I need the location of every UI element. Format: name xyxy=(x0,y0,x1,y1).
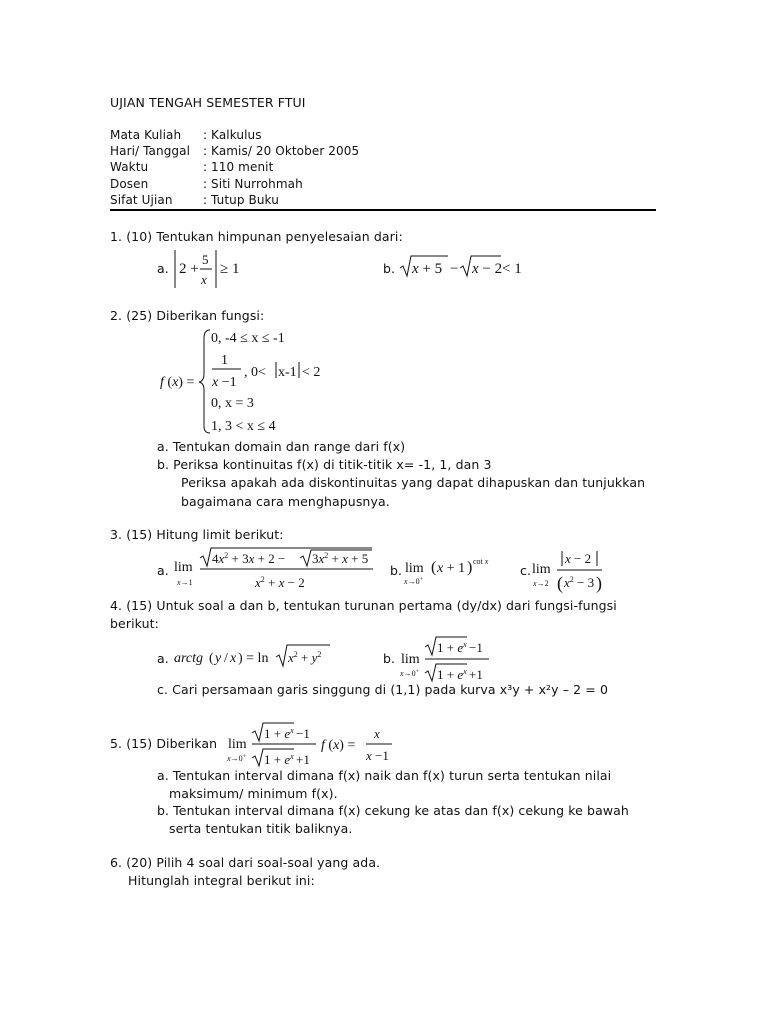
q5-limit-formula xyxy=(226,720,326,772)
header-divider xyxy=(110,209,656,211)
q2-a: a. Tentukan domain dan range dari f(x) xyxy=(157,439,406,454)
svg-text:arctg: arctg xyxy=(174,651,204,666)
svg-text:f (x) =: f (x) = xyxy=(321,738,356,753)
header-field-course: Mata Kuliah : Kalkulus xyxy=(110,128,262,142)
svg-text:x + 1: x + 1 xyxy=(437,561,466,576)
svg-text:−1: −1 xyxy=(296,726,310,741)
svg-text:≥ 1: ≥ 1 xyxy=(220,261,240,277)
header-field-date: Hari/ Tanggal : Kamis/ 20 Oktober 2005 xyxy=(110,144,360,159)
svg-text:5: 5 xyxy=(202,252,209,267)
q2-title: 2. (25) Diberikan fungsi: xyxy=(110,308,265,323)
q5-a-line2: maksimum/ minimum f(x). xyxy=(169,786,338,801)
q2-piecewise-function xyxy=(158,326,338,436)
q5-function-formula xyxy=(320,722,400,768)
svg-text:−1: −1 xyxy=(469,640,483,655)
svg-text:x: x xyxy=(201,272,207,287)
svg-text:lim: lim xyxy=(174,560,193,575)
q4-title-line1: 4. (15) Untuk soal a dan b, tentukan turunan pertama (dy/dx) dari fungsi-fungsi xyxy=(110,598,617,613)
svg-text:1: 1 xyxy=(221,353,228,368)
q4-c: c. Cari persamaan garis singgung di (1,1) pada kurva x³y + x²y – 2 = 0 xyxy=(157,682,608,697)
q5-b-line2: serta tentukan titik baliknya. xyxy=(169,821,353,836)
svg-text:1, 3 < x ≤ 4: 1, 3 < x ≤ 4 xyxy=(211,419,276,434)
svg-text:x2 + y2: $x^2 + y^2$ xyxy=(288,650,322,665)
svg-text:): ) xyxy=(467,559,473,576)
svg-text:(: ( xyxy=(209,651,214,666)
svg-text:x −1: x −1 xyxy=(366,748,389,763)
q4-title-line2: berikut: xyxy=(110,616,159,631)
q2-b: b. Periksa kontinuitas f(x) di titik-titik x= -1, 1, dan 3 xyxy=(157,457,492,472)
svg-text:0, x = 3: 0, x = 3 xyxy=(211,396,254,411)
svg-text:3x2 + x + 5: $3x^2 + x + 5$ xyxy=(312,551,369,566)
header-field-exam-type: Sifat Ujian : Tutup Buku xyxy=(110,192,279,207)
header-field-lecturer: Dosen : Siti Nurrohmah xyxy=(110,176,303,191)
q3-c-formula xyxy=(530,547,610,595)
svg-text:x2 + x − 2: $x^2 + x - 2$ xyxy=(255,575,305,590)
svg-text:lim: lim xyxy=(401,652,420,667)
svg-text:x: x xyxy=(230,651,237,666)
svg-text:cot x: cot x xyxy=(473,557,489,566)
q6-line2: Hitunglah integral berikut ini: xyxy=(128,873,315,888)
svg-text:1 + ex: $1 + e^x$ xyxy=(264,752,294,767)
svg-text:x − 2: x − 2 xyxy=(472,261,503,277)
svg-text:x→2: x→2 xyxy=(533,579,549,588)
svg-text:x→0+: x→0+ xyxy=(404,577,423,586)
header-fields xyxy=(110,127,359,208)
svg-text:1 + ex: $1 + e^x$ xyxy=(264,726,294,741)
svg-text:+1: +1 xyxy=(469,667,483,682)
q4-b-formula xyxy=(399,633,499,685)
svg-text:−: − xyxy=(450,261,459,277)
svg-text:lim: lim xyxy=(228,737,247,752)
q2-b-line3: bagaimana cara menghapusnya. xyxy=(181,494,390,509)
svg-text:1 + ex: $1 + e^x$ xyxy=(437,640,467,655)
svg-text:2 +: 2 + xyxy=(179,261,199,277)
q1-b-formula xyxy=(398,252,523,282)
svg-text:x −1: x −1 xyxy=(212,375,237,390)
q1-title: 1. (10) Tentukan himpunan penyelesaian dari: xyxy=(110,229,403,244)
q3-c-label: c. xyxy=(520,563,532,578)
svg-text:< 2: < 2 xyxy=(302,365,321,380)
svg-text:x − 2: x − 2 xyxy=(565,551,592,566)
svg-text:(: ( xyxy=(557,573,563,593)
q1-a-label: a. xyxy=(157,261,169,276)
svg-text:lim: lim xyxy=(405,561,424,576)
svg-text:4x2 + 3x + 2 −: $4x^2 + 3x + 2$ − xyxy=(212,551,286,566)
svg-text:): ) xyxy=(596,573,602,593)
q4-a-label: a. xyxy=(157,651,169,666)
svg-text:f (x) =: f (x) = xyxy=(160,375,195,390)
q3-a-formula xyxy=(172,544,377,594)
q3-b-formula xyxy=(403,552,493,588)
q4-b-label: b. xyxy=(383,651,396,666)
q1-a-formula xyxy=(170,246,260,292)
q5-b-line1: b. Tentukan interval dimana f(x) cekung ke atas dan f(x) cekung ke bawah xyxy=(157,803,629,818)
q2-b-line2: Periksa apakah ada diskontinuitas yang dapat dihapuskan dan tunjukkan xyxy=(181,475,646,490)
q1-b-label: b. xyxy=(383,261,396,276)
q6-title: 6. (20) Pilih 4 soal dari soal-soal yang ada. xyxy=(110,855,381,870)
q3-title: 3. (15) Hitung limit berikut: xyxy=(110,527,284,542)
svg-text:/: / xyxy=(224,651,228,666)
svg-text:x-1: x-1 xyxy=(278,365,297,380)
svg-text:x→0+: x→0+ xyxy=(227,754,246,763)
exam-title: UJIAN TENGAH SEMESTER FTUI xyxy=(110,95,306,110)
svg-text:) = ln: ) = ln xyxy=(238,651,269,666)
svg-text:1 + ex: $1 + e^x$ xyxy=(437,667,467,682)
q4-a-formula xyxy=(172,641,342,673)
q3-a-label: a. xyxy=(157,563,169,578)
svg-text:x→1: x→1 xyxy=(177,578,193,587)
svg-text:y: y xyxy=(215,651,222,666)
q3-b-label: b. xyxy=(390,563,403,578)
svg-text:x→0+: x→0+ xyxy=(400,669,419,678)
svg-text:lim: lim xyxy=(532,562,551,577)
header-field-time: Waktu : 110 menit xyxy=(110,160,274,175)
svg-text:0, -4 ≤ x ≤ -1: 0, -4 ≤ x ≤ -1 xyxy=(211,331,285,346)
svg-text:+1: +1 xyxy=(296,752,310,767)
svg-text:, 0<: , 0< xyxy=(244,365,266,380)
svg-text:x: x xyxy=(374,726,380,741)
svg-text:x + 5: x + 5 xyxy=(412,261,443,277)
svg-text:< 1: < 1 xyxy=(502,261,522,277)
q5-title: 5. (15) Diberikan xyxy=(110,736,218,751)
svg-text:(: ( xyxy=(431,559,437,576)
svg-text:x2 − 3: $x^2 - 3$ xyxy=(564,575,595,590)
q5-a-line1: a. Tentukan interval dimana f(x) naik dan f(x) turun serta tentukan nilai xyxy=(157,768,612,783)
